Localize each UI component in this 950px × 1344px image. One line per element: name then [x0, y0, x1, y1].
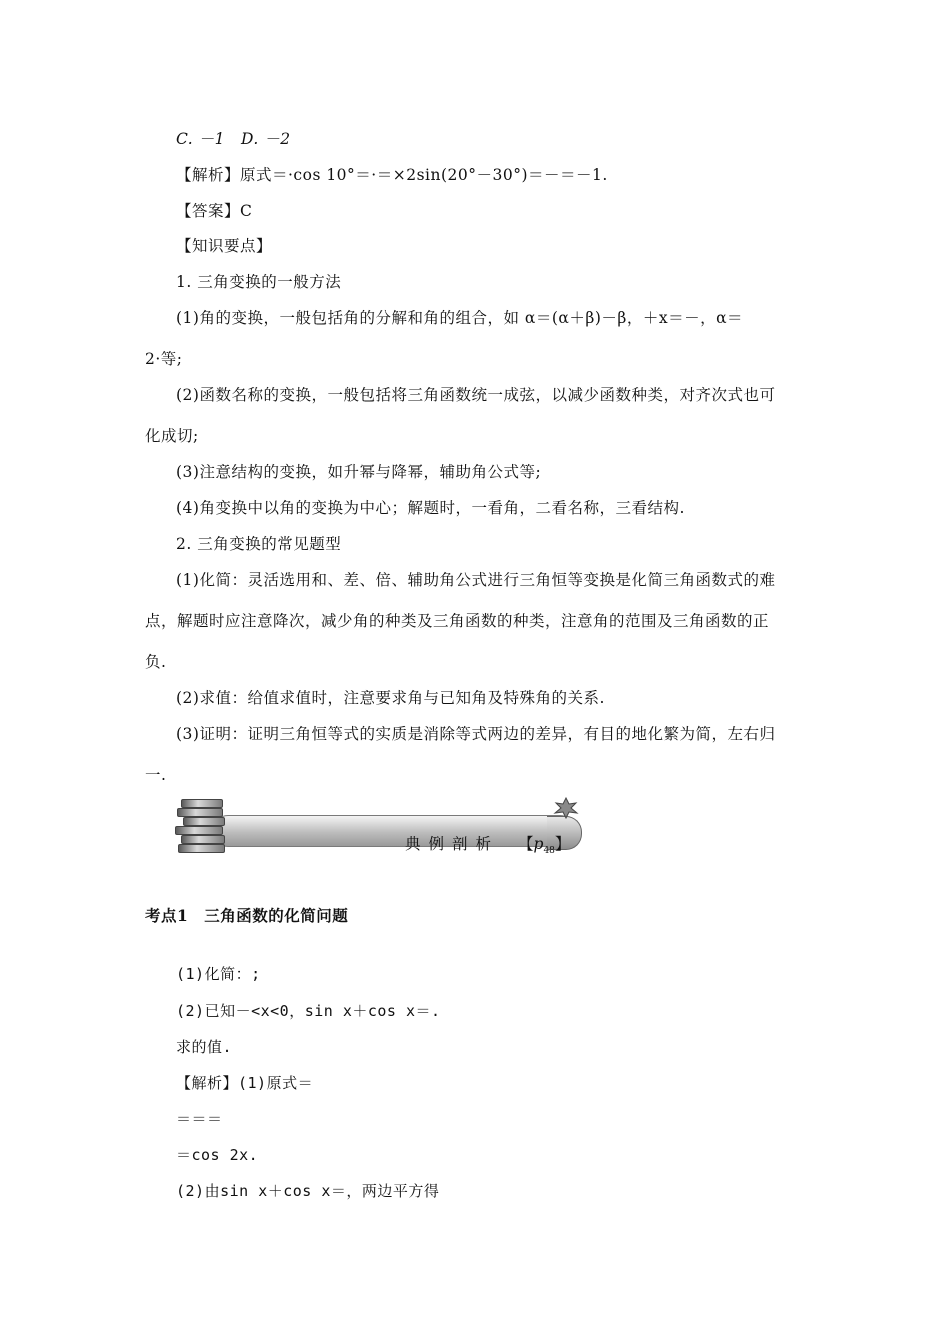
option-line-cd: C. －1 D. －2	[176, 130, 291, 148]
problem-1-line: (1)化简：;	[176, 965, 261, 983]
type-1-line-c: 负.	[145, 653, 167, 671]
type-3-line-b: 一.	[145, 766, 167, 784]
method-1-line-a: (1)角的变换，一般包括角的分解和角的组合，如 α＝(α＋β)－β，＋x＝－，α＝	[176, 309, 744, 327]
section-1-heading: 1. 三角变换的一般方法	[176, 273, 342, 291]
solution-1-step: ＝＝＝	[176, 1110, 223, 1128]
method-3-line: (3)注意结构的变换，如升幂与降幂，辅助角公式等;	[176, 463, 542, 481]
solution-2-start: (2)由sin x＋cos x＝，两边平方得	[176, 1182, 440, 1200]
type-1-line-b: 点，解题时应注意降次，减少角的种类及三角函数的种类，注意角的范围及三角函数的正	[145, 612, 770, 630]
leaf-icon	[553, 797, 579, 819]
banner-page-ref: 【$p_{48}$】	[518, 835, 571, 857]
problem-2-ask: 求的值.	[176, 1038, 233, 1056]
type-1-line-a: (1)化简：灵活选用和、差、倍、辅助角公式进行三角恒等变换是化简三角函数式的难	[176, 571, 776, 589]
solution-1-start: 【解析】(1)原式＝	[176, 1074, 314, 1092]
analysis-line-1: 【解析】原式＝·cos 10°＝·＝×2sin(20°－30°)＝－＝－1.	[176, 166, 608, 184]
type-2-line: (2)求值：给值求值时，注意要求角与已知角及特殊角的关系.	[176, 689, 605, 707]
banner-title: 典例剖析	[405, 835, 500, 853]
exam-point-heading: 考点1 三角函数的化简问题	[145, 906, 349, 925]
books-icon	[175, 797, 233, 853]
knowledge-heading: 【知识要点】	[176, 237, 273, 255]
method-2-line-a: (2)函数名称的变换，一般包括将三角函数统一成弦，以减少函数种类，对齐次式也可	[176, 386, 776, 404]
section-2-heading: 2. 三角变换的常见题型	[176, 535, 342, 553]
type-3-line-a: (3)证明：证明三角恒等式的实质是消除等式两边的差异，有目的地化繁为简，左右归	[176, 725, 776, 743]
problem-2-line: (2)已知－<x<0，sin x＋cos x＝.	[176, 1002, 441, 1020]
method-2-line-b: 化成切;	[145, 427, 199, 445]
solution-1-result: ＝cos 2x.	[176, 1146, 259, 1164]
method-4-line: (4)角变换中以角的变换为中心；解题时，一看角，二看名称，三看结构.	[176, 499, 685, 517]
answer-line: 【答案】C	[176, 202, 253, 220]
method-1-line-b: 2·等;	[145, 350, 183, 368]
